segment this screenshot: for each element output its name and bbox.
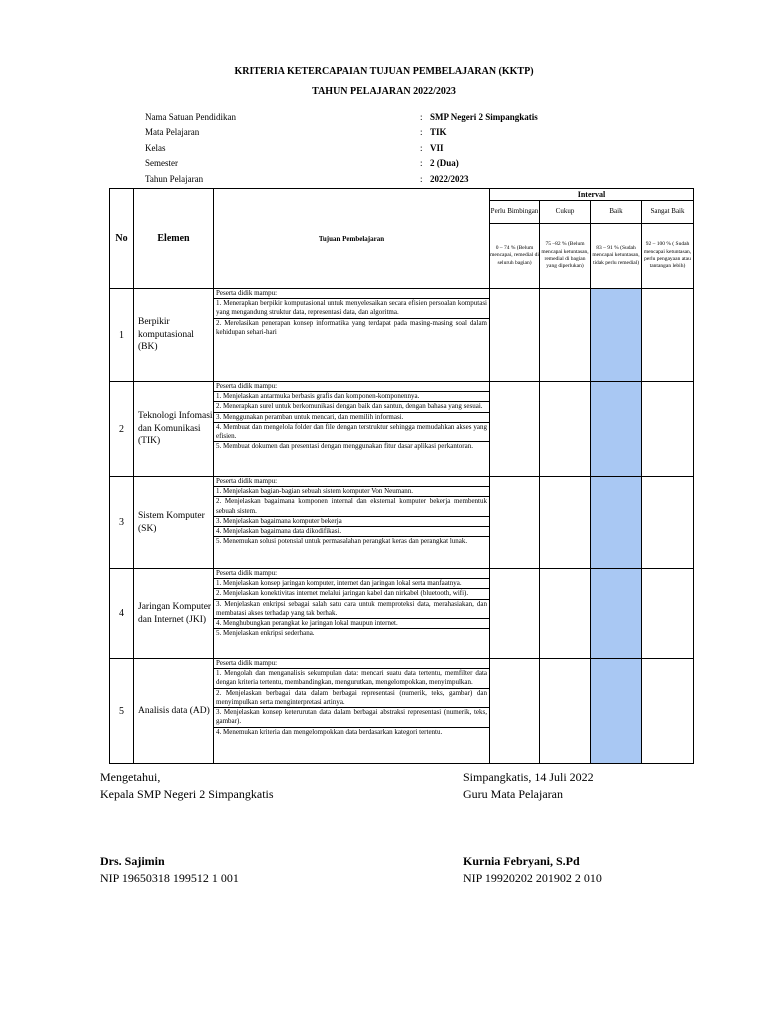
tujuan-item: 2. Menjelaskan berbagai data dalam berbagai representasi (numerik, teks, gambar) dan menyimpulkan serta menginterpretasi artinya. (214, 689, 489, 708)
row-tujuan (214, 569, 490, 659)
signature-name: Drs. Sajimin (100, 854, 165, 868)
tujuan-item: 3. Menjelaskan konsep keterurutan data dalam berbagai abstraksi representasi (numerik, teks, gambar). (214, 708, 489, 727)
score-cell[interactable] (642, 569, 694, 659)
score-cell[interactable] (591, 569, 642, 659)
score-cell[interactable] (642, 382, 694, 477)
table-row (110, 289, 694, 382)
tujuan-item: 2. Menjelaskan bagaimana komponen internal dan eksternal komputer bekerja membentuk sebuah sistem. (214, 497, 489, 516)
signature-right (463, 769, 602, 887)
score-cell[interactable] (591, 659, 642, 764)
tujuan-item: 3. Menjelaskan enkripsi sebagai salah satu cara untuk memproteksi data, merahasiakan, dan membatasi akses terhadap yang tak berhak. (214, 600, 489, 619)
level-label: Cukup (540, 201, 591, 224)
info-label: Nama Satuan Pendidikan (145, 111, 236, 122)
tujuan-item: 3. Menggunakan peramban untuk mencari, dan memilih informasi. (214, 413, 489, 423)
table-body (110, 289, 694, 764)
tujuan-item: Peserta didik mampu: (214, 569, 489, 579)
row-no: 5 (110, 659, 134, 764)
tujuan-item: 5. Menemukan solusi potensial untuk permasalahan perangkat keras dan perangkat lunak. (216, 537, 468, 546)
identity-info (145, 109, 615, 187)
score-cell[interactable] (642, 659, 694, 764)
tujuan-item: 2. Merelasikan penerapan konsep informatika yang terdapat pada masing-masing soal dalam kehidupan sehari-hari (216, 318, 487, 336)
level-range: 0 – 74 % (Belum mencapai, remedial di seluruh bagian) (490, 224, 540, 289)
tujuan-item: Peserta didik mampu: (214, 477, 489, 487)
info-value: 2022/2023 (430, 173, 469, 184)
row-tujuan (214, 289, 490, 382)
score-cell[interactable] (591, 477, 642, 569)
tujuan-item: 1. Mengolah dan menganalisis sekumpulan data: mencari suatu data tertentu, memfilter data dengan kriteria tertentu, membandingkan, mengurutkan, mengelompokkan, menyimpulkan. (214, 669, 489, 688)
tujuan-item: 2. Menjelaskan konektivitas internet melalui jaringan kabel dan nirkabel (bluetooth, wifi). (214, 589, 489, 599)
score-cell[interactable] (490, 382, 540, 477)
table-row (110, 477, 694, 569)
document-subtitle: TAHUN PELAJARAN 2022/2023 (312, 86, 456, 97)
level-range: 92 – 100 % ( Sudah mencapai ketuntasan, perlu pengayaan atau tantangan lebih) (642, 224, 694, 289)
row-elemen: Sistem Komputer (SK) (134, 477, 214, 569)
tujuan-item: 1. Menerapkan berpikir komputasional untuk menyelesaikan secara efisien persoalan komputasi yang mengandung struktur data, representasi data, dan algoritma. (214, 299, 489, 318)
level-label: Sangat Baik (642, 201, 694, 224)
score-cell[interactable] (490, 289, 540, 382)
header-tujuan: Tujuan Pembelajaran (214, 189, 490, 289)
signature-left (100, 769, 274, 887)
row-tujuan (214, 659, 490, 764)
row-elemen: Analisis data (AD) (134, 659, 214, 764)
header-interval: Interval (490, 189, 694, 201)
tujuan-item: Peserta didik mampu: (214, 289, 489, 299)
row-tujuan (214, 477, 490, 569)
signature-nip: NIP 19920202 201902 2 010 (463, 871, 602, 885)
info-label: Semester (145, 158, 178, 169)
table-row (110, 382, 694, 477)
score-cell[interactable] (540, 477, 591, 569)
tujuan-item: 4. Menjelaskan bagaimana data dikodifikasi. (214, 527, 489, 537)
score-cell[interactable] (490, 659, 540, 764)
tujuan-item: 2. Menerapkan surel untuk berkomunikasi dengan baik dan santun, dengan bahasa yang sesuai. (214, 402, 489, 412)
tujuan-item: 4. Membuat dan mengelola folder dan file dengan terstruktur sehingga memudahkan akses yang efisien. (214, 423, 489, 442)
info-value: SMP Negeri 2 Simpangkatis (430, 111, 538, 122)
tujuan-item: 5. Menjelaskan enkripsi sederhana. (216, 629, 315, 638)
info-label: Tahun Pelajaran (145, 173, 204, 184)
kktp-table (109, 188, 694, 764)
score-cell[interactable] (540, 659, 591, 764)
score-cell[interactable] (591, 289, 642, 382)
tujuan-item: 4. Menemukan kriteria dan mengelompokkan data berdasarkan kategori tertentu. (216, 727, 443, 736)
row-elemen: Teknologi Infomasi dan Komunikasi (TIK) (134, 382, 214, 477)
row-no: 3 (110, 477, 134, 569)
row-no: 4 (110, 569, 134, 659)
score-cell[interactable] (490, 477, 540, 569)
table-row (110, 569, 694, 659)
level-label: Baik (591, 201, 642, 224)
level-range: 75 –82 % (Belum mencapai ketuntasan, remedial di bagian yang diperlukan) (540, 224, 591, 289)
signature-line1: Mengetahui, (100, 770, 161, 784)
row-no: 2 (110, 382, 134, 477)
tujuan-item: Peserta didik mampu: (214, 382, 489, 392)
score-cell[interactable] (591, 382, 642, 477)
tujuan-item: 5. Membuat dokumen dan presentasi dengan menggunakan fitur dasar aplikasi perkantoran. (216, 442, 473, 451)
tujuan-item: 1. Menjelaskan bagian-bagian sebuah sistem komputer Von Neumann. (214, 487, 489, 497)
info-row: Tahun Pelajaran : 2022/2023 (145, 173, 469, 184)
info-value: 2 (Dua) (430, 158, 459, 169)
row-elemen: Jaringan Komputer dan Internet (JKI) (134, 569, 214, 659)
row-no: 1 (110, 289, 134, 382)
row-elemen: Berpikir komputasional (BK) (134, 289, 214, 382)
score-cell[interactable] (540, 289, 591, 382)
level-range: 83 – 91 % (Sudah mencapai ketuntasan, tidak perlu remedial) (591, 224, 642, 289)
signature-name: Kurnia Febryani, S.Pd (463, 854, 580, 868)
info-value: VII (430, 142, 444, 153)
signature-line2: Kepala SMP Negeri 2 Simpangkatis (100, 787, 274, 801)
header-elemen: Elemen (134, 189, 214, 289)
info-value: TIK (430, 127, 447, 138)
tujuan-item: 1. Menjelaskan antarmuka berbasis grafis dan komponen-komponennya. (214, 392, 489, 402)
signature-line1: Simpangkatis, 14 Juli 2022 (463, 770, 594, 784)
tujuan-item: 3. Menjelaskan bagaimana komputer bekerja (214, 517, 489, 527)
info-label: Kelas (145, 142, 166, 153)
score-cell[interactable] (540, 569, 591, 659)
score-cell[interactable] (490, 569, 540, 659)
signature-line2: Guru Mata Pelajaran (463, 787, 563, 801)
info-row: Mata Pelajaran : TIK (145, 127, 447, 138)
document-title: KRITERIA KETERCAPAIAN TUJUAN PEMBELAJARAN (KKTP) (234, 66, 534, 77)
score-cell[interactable] (642, 289, 694, 382)
table-row (110, 659, 694, 764)
tujuan-item: Peserta didik mampu: (214, 659, 489, 669)
tujuan-item: 4. Menghubungkan perangkat ke jaringan lokal maupun internet. (214, 619, 489, 629)
signature-nip: NIP 19650318 199512 1 001 (100, 871, 239, 885)
info-label: Mata Pelajaran (145, 127, 200, 138)
header-no: No (110, 189, 134, 289)
level-label: Perlu Bimbingan (490, 201, 540, 224)
row-tujuan (214, 382, 490, 477)
info-row: Kelas : VII (145, 142, 444, 153)
score-cell[interactable] (540, 382, 591, 477)
score-cell[interactable] (642, 477, 694, 569)
info-row: Semester : 2 (Dua) (145, 158, 459, 169)
info-row: Nama Satuan Pendidikan : SMP Negeri 2 Simpangkatis (145, 111, 538, 122)
tujuan-item: 1. Menjelaskan konsep jaringan komputer, internet dan jaringan lokal serta manfaatnya. (214, 579, 489, 589)
